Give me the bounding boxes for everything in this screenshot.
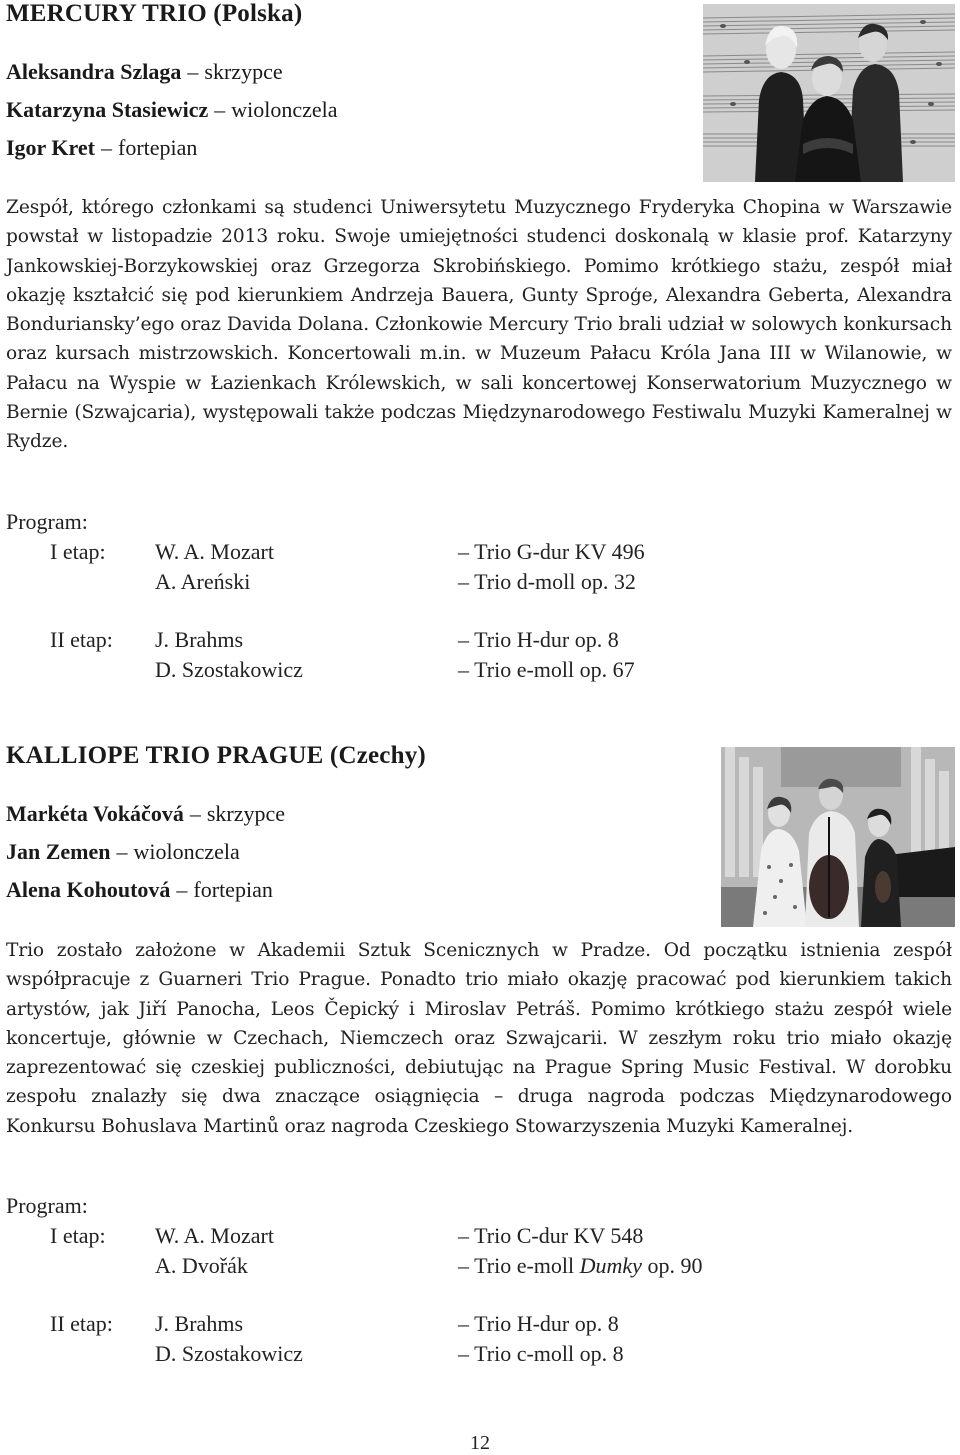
program-row <box>6 1251 766 1281</box>
member-item <box>6 57 338 95</box>
work-title-italic: Dumky <box>579 1252 642 1278</box>
trio2-bio: Trio zostało założone w Akademii Sztuk Scenicznych w Pradze. Od początku istnienia zespół współpracuje z Guarneri Trio Prague. Ponadto trio miało okazję pracować pod kierunkiem takich artystów, jak Jiří Panocha, Leos Čepický i Miroslav Petráš. Pomimo krótkiego stażu zespół wiele koncertuje, głównie w Czechach, Niemczech oraz Szwajcarii. W zeszłym roku trio miało okazję zaprezentować się czeskiej publiczności, debiutując na Prague Spring Music Festival. W dorobku zespołu znalazły się dwa znaczące osiągnięcia – druga nagroda podczas Międzynarodowego Konkursu Bohuslava Martinů oraz nagroda Czeskiego Stowarzyszenia Muzyki Kameralnej. <box>6 940 952 1137</box>
member-name: Jan Zemen <box>6 839 111 864</box>
trio2-photo-illustration <box>721 747 955 927</box>
composer: W. A. Mozart <box>155 1223 274 1248</box>
work-title-suffix: op. 90 <box>641 1252 703 1278</box>
member-item <box>6 95 338 133</box>
composer: J. Brahms <box>155 627 243 652</box>
trio2-title: KALLIOPE TRIO PRAGUE (Czechy) <box>6 742 426 769</box>
work-title: – Trio G-dur KV 496 <box>458 539 645 564</box>
member-role: skrzypce <box>204 59 283 84</box>
trio1-bio: Zespół, którego członkami są studenci Uniwersytetu Muzycznego Fryderyka Chopina w Warszawie powstał w listopadzie 2013 roku. Swoje umiejętności studenci doskonalą w klasie prof. Katarzyny Jankowskiej-Borzykowskiej oraz Grzegorza Skrobińskiego. Pomimo krótkiego stażu, zespół miał okazję kształcić się pod kierunkiem Andrzeja Bauera, Gunty Sproģe, Alexandra Geberta, Alexandra Bonduriansky’ego oraz Davida Dolana. Członkowie Mercury Trio brali udział w solowych konkursach oraz kursach mistrzowskich. Koncertowali m.in. w Muzeum Pałacu Króla Jana III w Wilanowie, w Pałacu na Wyspie w Łazienkach Królewskich, w sali koncertowej Konserwatorium Muzycznego w Bernie (Szwajcaria), występowali także podczas Międzynarodowego Festiwalu Muzyki Kameralnej w Rydze. <box>6 197 952 453</box>
program-row <box>6 537 766 567</box>
member-item <box>6 875 285 913</box>
member-name: Markéta Vokáčová <box>6 801 184 826</box>
member-name: Katarzyna Stasiewicz <box>6 97 209 122</box>
dash-separator: – <box>187 59 199 84</box>
program-label: Program: <box>6 1193 88 1218</box>
dash-separator: – <box>116 839 128 864</box>
composer: D. Szostakowicz <box>155 1340 303 1366</box>
program-label: Program: <box>6 509 88 534</box>
dash-separator: – <box>189 801 201 826</box>
page-number: 12 <box>470 1432 490 1454</box>
member-role: skrzypce <box>206 801 286 826</box>
program-row <box>6 1339 766 1369</box>
work-title: – Trio C-dur KV 548 <box>458 1223 644 1248</box>
member-item <box>6 837 285 875</box>
work-title <box>458 1251 702 1281</box>
program-row <box>6 625 766 655</box>
program-row <box>6 1221 766 1251</box>
spacer <box>6 1280 766 1309</box>
trio1-photo-illustration <box>703 4 955 182</box>
work-title: – Trio H-dur op. 8 <box>458 627 619 652</box>
work-title-prefix: – Trio e-moll <box>458 1252 580 1278</box>
trio1-photo <box>703 4 955 182</box>
stage-label: II etap: <box>50 627 113 652</box>
work-title: – Trio c-moll op. 8 <box>458 1340 624 1366</box>
program-row <box>6 1309 766 1339</box>
dash-separator: – <box>214 97 226 122</box>
composer: J. Brahms <box>155 1311 243 1336</box>
trio1-program <box>6 507 766 684</box>
trio2-member-list <box>6 799 285 913</box>
member-name: Igor Kret <box>6 135 95 160</box>
member-item <box>6 133 338 171</box>
member-role: fortepian <box>193 877 273 902</box>
trio2-program <box>6 1191 766 1368</box>
dash-separator: – <box>101 135 112 160</box>
member-item <box>6 799 285 837</box>
member-role: wiolonczela <box>133 839 240 864</box>
composer: W. A. Mozart <box>155 539 274 564</box>
stage-label: II etap: <box>50 1311 113 1336</box>
trio1-member-list <box>6 57 338 171</box>
program-row <box>6 567 766 597</box>
member-name: Alena Kohoutová <box>6 877 171 902</box>
composer: A. Dvořák <box>155 1252 248 1278</box>
work-title: – Trio e-moll op. 67 <box>458 656 635 682</box>
trio1-title: MERCURY TRIO (Polska) <box>6 0 303 27</box>
member-role: wiolonczela <box>231 97 338 122</box>
member-role: fortepian <box>118 135 198 160</box>
stage-label: I etap: <box>50 539 106 564</box>
composer: A. Areński <box>155 568 251 594</box>
spacer <box>6 596 766 625</box>
member-name: Aleksandra Szlaga <box>6 59 182 84</box>
stage-label: I etap: <box>50 1223 106 1248</box>
composer: D. Szostakowicz <box>155 656 303 682</box>
work-title: – Trio d-moll op. 32 <box>458 568 636 594</box>
work-title: – Trio H-dur op. 8 <box>458 1311 619 1336</box>
trio2-photo <box>721 747 955 927</box>
program-row <box>6 655 766 685</box>
dash-separator: – <box>176 877 188 902</box>
